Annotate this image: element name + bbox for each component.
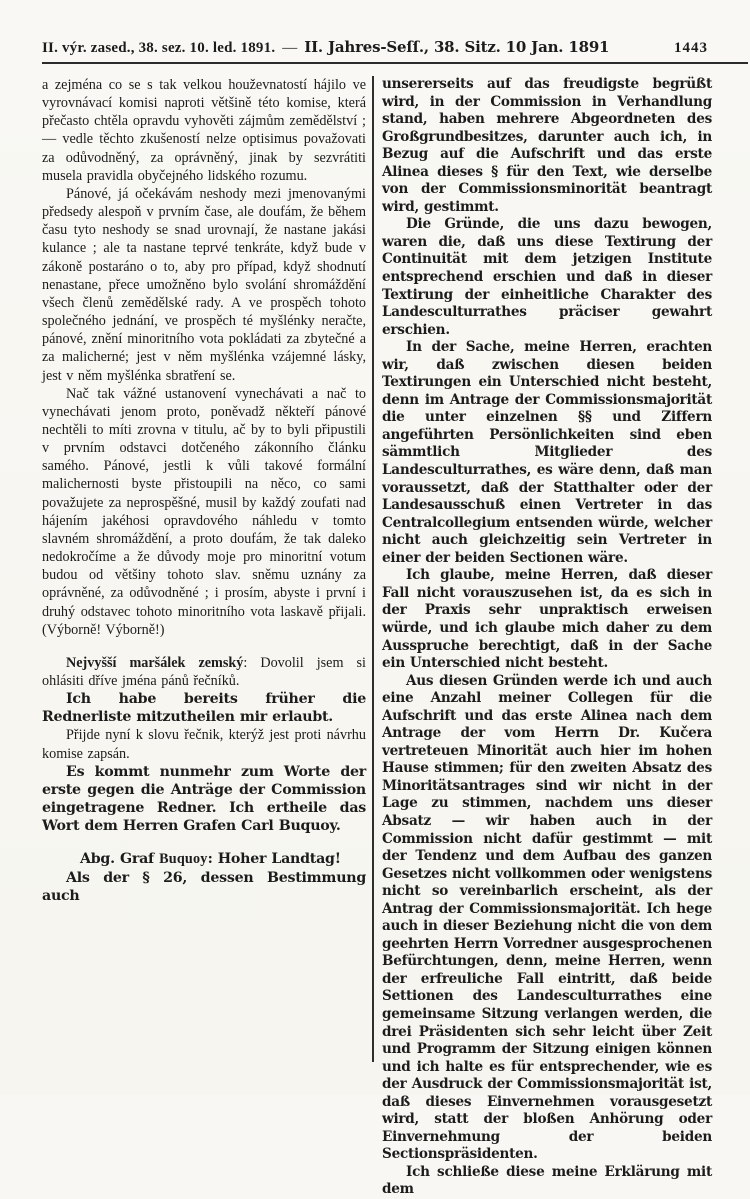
paragraph xyxy=(42,690,366,726)
header-separator: — xyxy=(282,40,298,56)
text-run: Die Gründe, die uns dazu bewogen, waren die, daß uns diese Textirung der Continuität mit dem jetzigen Institute entsprechend erschien und daß in dieser Textirung der einheitliche Charakter des Landesculturrathes präciser gewahrt erschien. xyxy=(382,216,712,338)
header-session-german: II. Jahres-Seſſ., 38. Sitz. 10 Jan. 1891 xyxy=(304,38,610,56)
text-run: : Dovolil jsem si ohlásiti dříve jména pánů řečníků. xyxy=(42,654,367,689)
text-run: Es kommt nunmehr zum Worte der erste gegen die Anträge der Commission eingetragene Redner. Ich ertheile das Wort dem Herren Grafen Carl Buquoy. xyxy=(42,763,366,835)
text-run: : Hoher Landtag! xyxy=(207,851,341,868)
text-run: Přijde nyní k slovu řečnik, kterýž jest proti návrhu komise zapsán. xyxy=(42,727,366,762)
paragraph xyxy=(42,76,366,185)
text-run: Pánové, já očekávám neshody mezi jmenovanými předsedy alespoň v prvním čase, ale doufám, že během času tyto neshody se snad urovnají, že nastane jakási kulance ; ale ta nastane teprvé tenkráte, když bude v zákoně postaráno o to, aby pro případ, když shodnutí nenastane, přece umožněno bylo svolání shromáždění všech členů zemědělské rady. A ve prospěch tohoto společného jednání, ve prospěch té myšlénky neračte, pánové, znění minoritního vota pokládati za zbytečné a za malicherné; jest v něm myšlénka vzájemné lásky, jest v něm myšlénka sbratření se. xyxy=(42,185,366,384)
paragraph xyxy=(382,216,712,339)
text-run: Nejvyšší maršálek zemský xyxy=(66,654,244,671)
paragraph xyxy=(42,763,366,836)
paragraph xyxy=(42,726,366,762)
paragraph xyxy=(382,339,712,567)
text-run: Buquoy xyxy=(159,851,208,868)
text-run: Ich glaube, meine Herren, daß dieser Fall nicht vorauszusehen ist, da es sich in der Praxis sehr unpraktisch erweisen würde, und ich glaube mich daher zu dem Ausspruche berechtigt, daß in der Sache ein Unterschied nicht besteht. xyxy=(382,567,712,672)
paragraph xyxy=(42,654,366,690)
paragraph xyxy=(382,673,712,1164)
paragraph xyxy=(382,76,712,216)
text-run: In der Sache, meine Herren, erachten wir, daß zwischen diesen beiden Textirungen ein Unterschied nicht besteht, denn im Antrage der Commissionsmajorität die unter einzelnen §§ und Ziffern angeführten Persönlichkeiten sind eben sämmtlich Mitglieder des Landesculturrathes, es wäre denn, daß man voraussetzt, daß der Statthalter oder der Landesausschuß einen Vertreter in das Centralcollegium entsenden würde, welcher nicht auch gleichzeitig sein Vertreter in einer der beiden Sectionen wäre. xyxy=(382,339,712,566)
paragraph xyxy=(42,385,366,639)
text-run: Als der § 26, dessen Bestimmung auch xyxy=(42,869,366,904)
text-run: Abg. Graf xyxy=(80,851,160,868)
text-run: Ich schließe diese meine Erklärung mit dem xyxy=(382,1163,712,1198)
text-run: unsererseits auf das freudigste begrüßt wird, in der Commission in Verhandlung stand, haben mehrere Abgeordneten des Großgrundbesitzes, darunter auch ich, in Bezug auf die Aufschrift und das erste Alinea dieses § für den Text, wie derselbe von der Commissionsminorität beantragt wird, gestimmt. xyxy=(382,76,712,215)
text-run: Ich habe bereits früher die Rednerliste mitzutheilen mir erlaubt. xyxy=(42,691,366,726)
text-columns xyxy=(42,76,712,1199)
paragraph xyxy=(382,1164,712,1199)
left-column xyxy=(42,76,366,905)
text-run: Nač tak vážné ustanovení vynechávati a nač to vynechávati jenom proto, poněvadž někteří pánové nechtěli to míti zrovna v titulu, ač by to byli připustili v prvním odstavci dotčeného zákonního článku samého. Pánové, jestli k vůli takové formální malichernosti byste přistoupili na něco, co sami považujete za neprospěšné, musil by každý zoufati nad hájením jakéhosi opravdového náhledu v tomto slavném shromáždění, a proto doufám, že tak daleko nedokročíme a že důvody moje pro minoritní votum budou od většiny tohoto slav. sněmu uznány za oprávněné, za odůvodněné ; i prosím, abyste i první i druhý odstavec tohoto minoritního vota laskavě přijali. (Výborně! Výborně!) xyxy=(42,385,366,638)
paragraph xyxy=(382,567,712,672)
page-number: 1443 xyxy=(674,40,708,56)
right-column xyxy=(382,76,712,1199)
paragraph xyxy=(42,185,366,385)
column-divider xyxy=(372,76,374,1062)
text-run: Aus diesen Gründen werde ich und auch eine Anzahl meiner Collegen für die Aufschrift und das erste Alinea nach dem Antrage der vom Herrn Dr. Kučera vertreteuen Minorität auch hier im hohen Hause stimmen; für den zweiten Absatz des Minoritätsantrages sind wir nicht in der Lage zu stimmen, nachdem uns dieser Absatz — wir haben auch in der Commission nicht dafür gestimmt — mit der Tendenz und dem Aufbau des ganzen Gesetzes nicht vollkommen oder wenigstens nicht so vereinbarlich erscheint, als der Antrag der Commissionsmajorität. Ich hege auch in dieser Beziehung nicht die von dem geehrten Herrn Vorredner ausgesprochenen Befürchtungen, denn, meine Herren, wenn der erfreuliche Fall eintritt, daß beide Settionen des Landesculturrathes eine gemeinsame Sitzung verlangen werden, die drei Präsidenten sich sehr leicht über Zeit und Programm der Sitzung einigen können und ich halte es für entsprechender, wie es der Ausdruck der Commissionsmajorität ist, daß dieses Einvernehmen vorausgesetzt wird, statt der bloßen Anhörung oder Einvernehmung der beiden Sectionspräsidenten. xyxy=(382,672,712,1163)
text-run: a zejména co se s tak velkou houževnatostí hájilo ve vyrovnávací komisi naproti většině této komise, která přečasto chtěla opravdu vyhověti zájmům zemědělství ; — vedle těchto zkušeností nelze optisimus považovati za odůvodněný, za oprávněný, jinak by sezvrátiti musela pravidla obyčejného lidského rozumu. xyxy=(42,77,366,184)
paragraph xyxy=(42,869,366,905)
page-header xyxy=(42,38,748,64)
header-session-czech: II. výr. zased., 38. sez. 10. led. 1891. xyxy=(42,40,276,56)
paragraph xyxy=(42,850,366,868)
